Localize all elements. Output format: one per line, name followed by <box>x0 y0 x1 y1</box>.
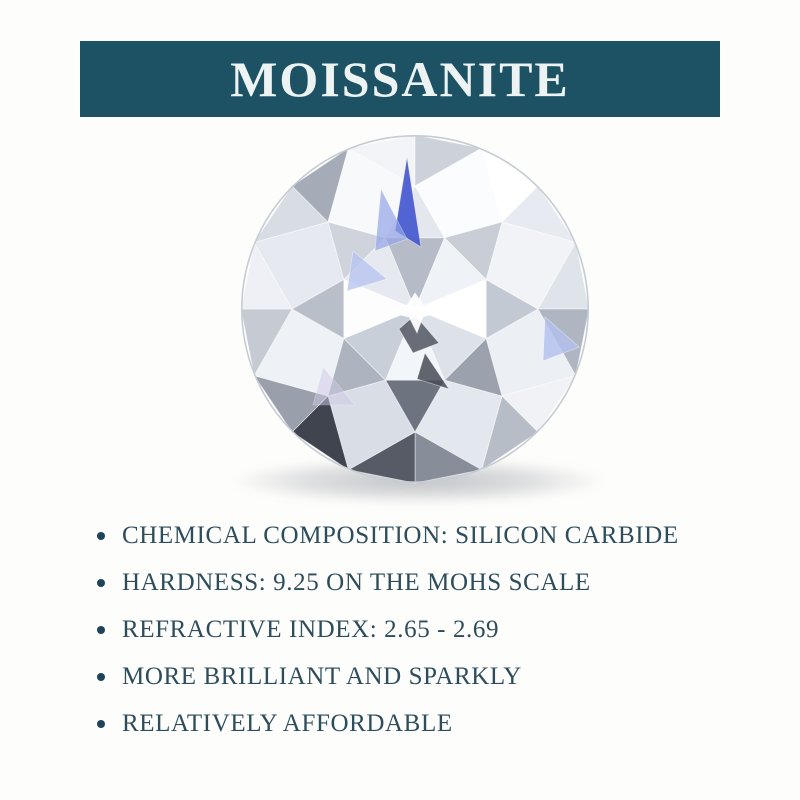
list-item <box>97 615 679 645</box>
bullet-icon <box>97 626 105 634</box>
fact-text: RELATIVELY AFFORDABLE <box>122 710 453 737</box>
bullet-icon <box>97 673 105 681</box>
list-item <box>97 568 679 598</box>
list-item <box>97 709 679 739</box>
facts-list <box>97 521 679 756</box>
bullet-icon <box>97 532 105 540</box>
fact-text: CHEMICAL COMPOSITION: SILICON CARBIDE <box>122 522 679 549</box>
title-banner <box>80 41 720 117</box>
list-item <box>97 662 679 692</box>
fact-text: REFRACTIVE INDEX: 2.65 - 2.69 <box>122 616 500 643</box>
page-title: MOISSANITE <box>230 51 570 107</box>
list-item <box>97 521 679 551</box>
round-brilliant-gemstone-image <box>235 129 595 489</box>
fact-text: HARDNESS: 9.25 ON THE MOHS SCALE <box>122 569 591 596</box>
bullet-icon <box>97 579 105 587</box>
bullet-icon <box>97 720 105 728</box>
fact-text: MORE BRILLIANT AND SPARKLY <box>122 663 522 690</box>
